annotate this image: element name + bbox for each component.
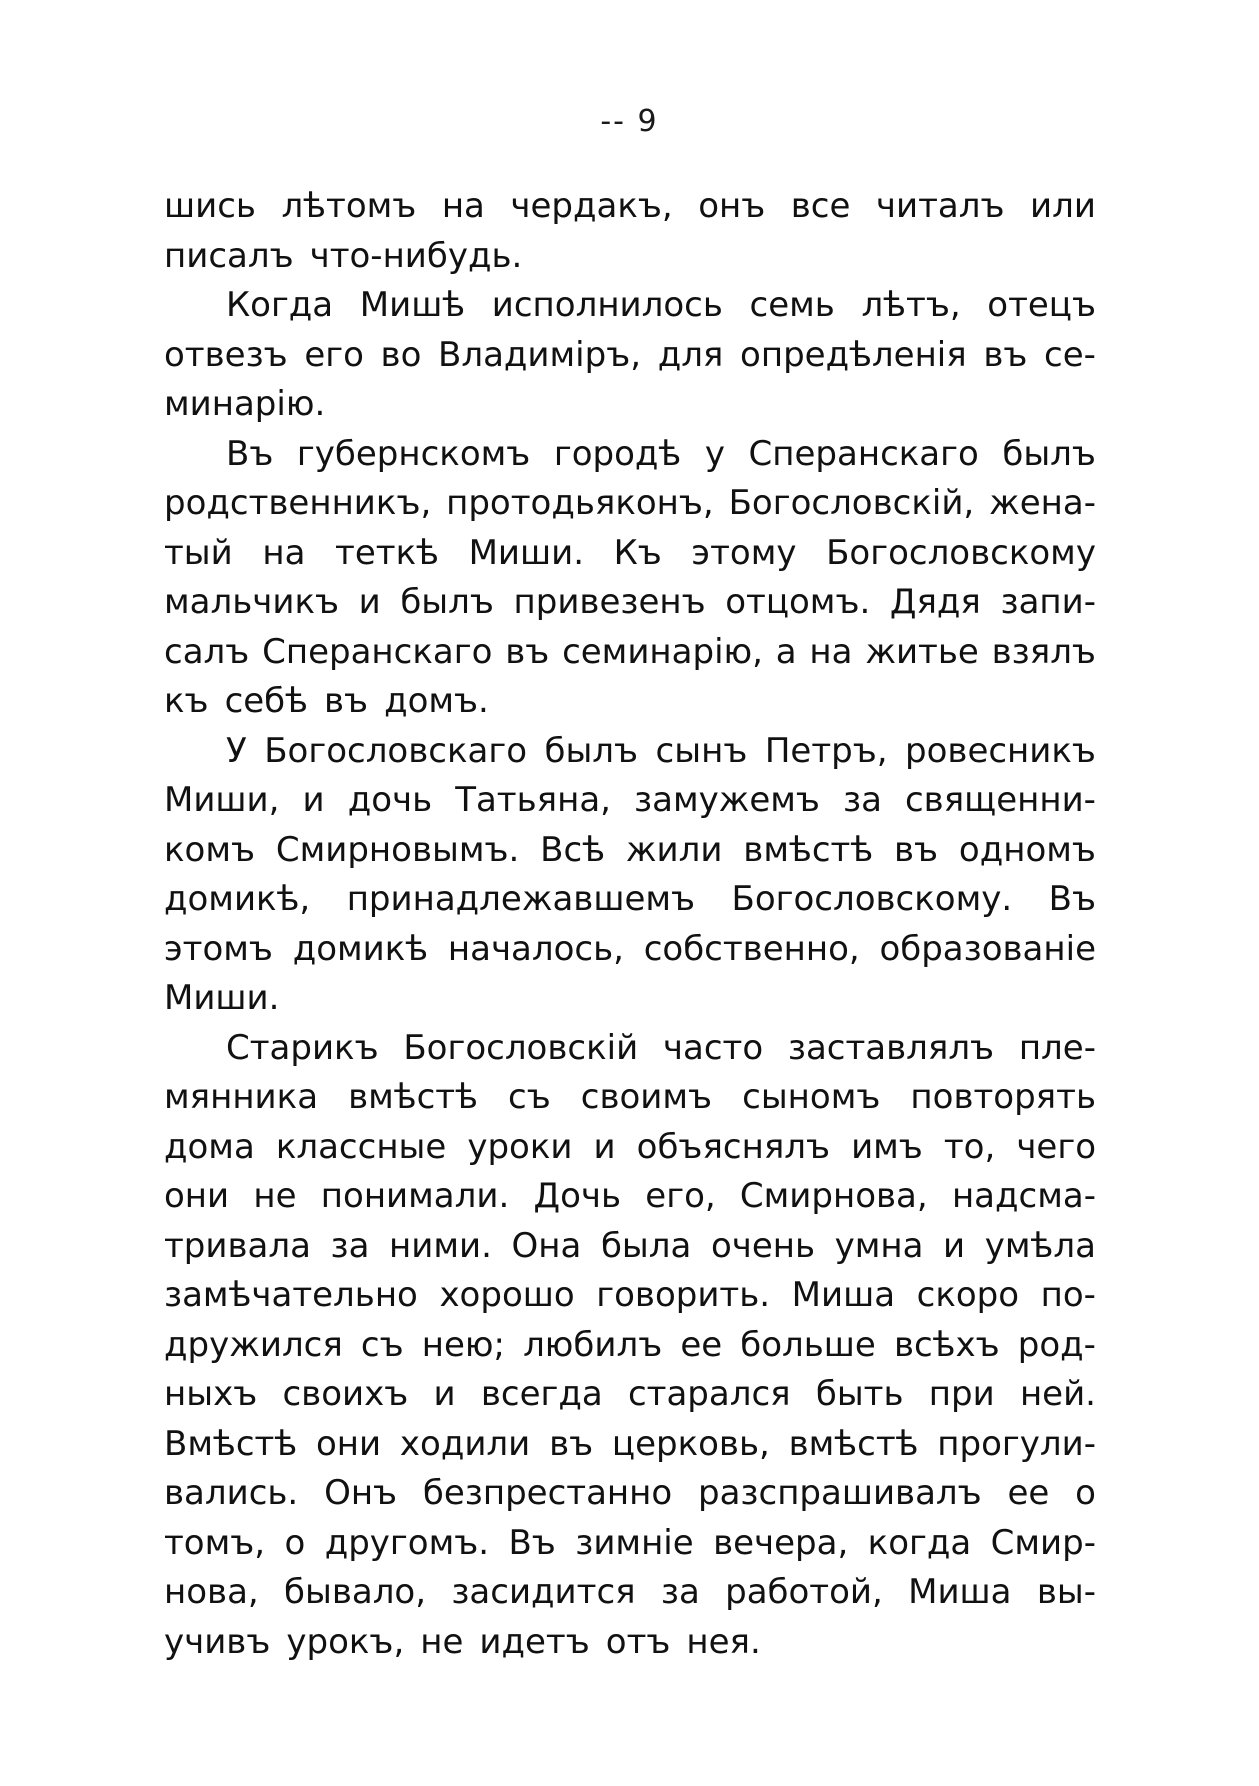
word: Онъ: [324, 1473, 398, 1513]
word: себѣ: [224, 681, 308, 721]
word: Въ: [1048, 879, 1096, 919]
word: ровесникъ: [905, 730, 1096, 771]
word: учивъ: [164, 1621, 271, 1662]
word: дочь: [347, 780, 433, 820]
word: Богословскiй: [403, 1027, 639, 1068]
word: отвезъ: [164, 334, 288, 375]
text-line: [164, 1618, 1096, 1668]
text-line: [164, 1123, 1096, 1173]
word: и: [433, 1374, 456, 1414]
word: Когда: [226, 285, 334, 325]
word: былъ: [544, 730, 639, 771]
word: нея.: [686, 1621, 761, 1662]
word: священни-: [904, 780, 1096, 820]
word: Владимiръ,: [438, 334, 642, 375]
word: заставлялъ: [787, 1027, 995, 1068]
word: чердакъ,: [510, 186, 673, 226]
text-line: [164, 1469, 1096, 1519]
word: идетъ: [479, 1621, 590, 1662]
word: за: [660, 1572, 700, 1612]
word: урокъ,: [286, 1621, 405, 1662]
text-line: [164, 578, 1096, 628]
word: старался: [627, 1374, 791, 1414]
text-line: [164, 1321, 1096, 1371]
word: мальчикъ: [164, 582, 339, 622]
word: ней.: [1019, 1374, 1096, 1414]
word: ее: [1007, 1473, 1050, 1513]
text-line: [164, 380, 1096, 430]
word: прогули-: [937, 1423, 1096, 1464]
word: замѣчательно: [164, 1275, 418, 1315]
word: надсма-: [951, 1176, 1096, 1216]
word: вмѣстѣ: [788, 1423, 919, 1464]
word: Дядя: [889, 582, 981, 622]
word: все: [790, 186, 851, 226]
word: Сперанскаго: [262, 631, 493, 672]
word: род-: [1017, 1324, 1096, 1365]
page-number: -- 9: [600, 104, 659, 139]
word: принадлежавшемъ: [346, 879, 696, 919]
word: то,: [943, 1126, 996, 1167]
word: опредѣленiя: [740, 334, 967, 375]
text-line: [164, 826, 1096, 876]
body-text: [164, 182, 1096, 1667]
word: Миши.: [164, 978, 280, 1018]
word: умѣла: [984, 1225, 1096, 1266]
text-line: [164, 1222, 1096, 1272]
word: была: [600, 1225, 692, 1266]
word: съ: [360, 1324, 404, 1365]
word: и: [943, 1225, 966, 1266]
word: Мишѣ: [359, 285, 466, 325]
word: былъ: [400, 582, 494, 622]
word: дружился: [164, 1324, 343, 1365]
word: читалъ: [875, 186, 1005, 226]
text-line: [164, 1172, 1096, 1222]
word: привезенъ: [513, 582, 706, 622]
word: Смир-: [990, 1522, 1096, 1563]
word: нова,: [164, 1572, 259, 1612]
word: или: [1030, 186, 1096, 226]
word: Вмѣстѣ: [164, 1423, 298, 1464]
word: житье: [865, 631, 979, 672]
text-line: [164, 727, 1096, 777]
word: уроки: [467, 1126, 573, 1167]
word: Всѣ: [540, 829, 606, 870]
word: у: [704, 433, 725, 474]
word: Къ: [613, 532, 662, 573]
text-line: [164, 331, 1096, 381]
word: Богословскому: [826, 532, 1096, 573]
word: отъ: [605, 1621, 671, 1662]
word: на: [262, 532, 306, 573]
word: губернскомъ: [296, 433, 531, 474]
word: ходили: [399, 1423, 531, 1464]
word: съ: [508, 1077, 551, 1117]
word: когда: [867, 1522, 972, 1563]
word: нею;: [421, 1324, 505, 1365]
word: классные: [275, 1126, 447, 1167]
text-line: [164, 479, 1096, 529]
word: Смирнова,: [739, 1176, 928, 1216]
word: собственно,: [643, 928, 860, 969]
word: въ: [549, 1423, 594, 1464]
word: не: [420, 1621, 464, 1662]
text-line: [164, 281, 1096, 331]
word: скоро: [916, 1275, 1020, 1315]
word: къ: [164, 681, 209, 721]
word: засидится: [451, 1572, 636, 1612]
word: запи-: [1000, 582, 1096, 622]
word: сынъ: [655, 730, 748, 771]
text-line: [164, 430, 1096, 480]
word: сыномъ: [742, 1077, 881, 1117]
word: не: [253, 1176, 297, 1216]
word: за: [843, 780, 882, 820]
word: домикѣ: [292, 928, 429, 969]
word: томъ,: [164, 1522, 266, 1563]
word: вы-: [1036, 1572, 1096, 1612]
word: Богословскаго: [264, 730, 527, 771]
word: по-: [1040, 1275, 1096, 1315]
word: родственникъ,: [164, 483, 432, 523]
word: се-: [1044, 334, 1096, 375]
word: минарiю.: [164, 384, 326, 424]
word: своихъ: [282, 1374, 409, 1414]
word: дома: [164, 1126, 255, 1167]
word: Въ: [226, 433, 274, 474]
word: и: [302, 780, 325, 820]
word: домъ.: [384, 681, 489, 721]
word: бывало,: [284, 1572, 427, 1612]
text-line: [164, 232, 1096, 282]
word: зимнiе: [575, 1522, 694, 1563]
word: они: [315, 1423, 382, 1464]
word: о: [284, 1522, 306, 1563]
word: Миши,: [164, 780, 280, 820]
text-line: [164, 1370, 1096, 1420]
word: вмѣстѣ: [743, 829, 874, 870]
text-line: [164, 1271, 1096, 1321]
word: они: [164, 1176, 230, 1216]
word: Миша: [791, 1275, 896, 1315]
word: городѣ: [553, 433, 682, 474]
text-line: [164, 529, 1096, 579]
word: теткѣ: [335, 532, 439, 573]
word: разспрашивалъ: [698, 1473, 982, 1513]
word: всѣхъ: [893, 1324, 1000, 1365]
word: Татьяна,: [455, 780, 611, 820]
text-line: [164, 1024, 1096, 1074]
word: писалъ: [164, 235, 294, 276]
word: повторять: [910, 1077, 1096, 1117]
word: салъ: [164, 631, 250, 672]
word: и: [593, 1126, 616, 1167]
word: исполнилось: [491, 285, 723, 325]
text-line: [164, 1568, 1096, 1618]
text-line: [164, 628, 1096, 678]
word: его,: [645, 1176, 716, 1216]
word: Въ: [508, 1522, 556, 1563]
word: вмѣстѣ: [348, 1077, 478, 1117]
word: мянника: [164, 1077, 319, 1117]
text-line: [164, 182, 1096, 232]
word: чего: [1016, 1126, 1096, 1167]
word: этомъ: [164, 928, 273, 969]
word: отецъ: [987, 285, 1096, 325]
word: для: [657, 334, 724, 375]
text-line: [164, 875, 1096, 925]
word: Сперанскаго: [748, 433, 979, 474]
word: одномъ: [958, 829, 1096, 870]
word: всегда: [480, 1374, 603, 1414]
word: говорить.: [596, 1275, 771, 1315]
word: тый: [164, 532, 233, 573]
word: шись: [164, 186, 256, 226]
word: часто: [662, 1027, 764, 1068]
word: жили: [625, 829, 723, 870]
word: онъ: [698, 186, 766, 226]
word: Миши.: [468, 532, 585, 573]
word: его: [304, 334, 364, 375]
word: ее: [680, 1324, 723, 1365]
word: протодьяконъ,: [446, 483, 714, 523]
word: замужемъ: [634, 780, 820, 820]
word: У: [226, 730, 247, 771]
word: жена-: [989, 483, 1096, 523]
word: во: [380, 334, 422, 375]
word: Старикъ: [226, 1027, 379, 1068]
word: Петръ,: [764, 730, 888, 771]
word: Богословскiй,: [728, 483, 975, 523]
word: Смирновымъ.: [275, 829, 520, 870]
word: семь: [749, 285, 835, 325]
word: въ: [324, 681, 369, 721]
word: вечера,: [713, 1522, 849, 1563]
word: лѣтъ,: [861, 285, 961, 325]
word: своимъ: [580, 1077, 713, 1117]
word: вались.: [164, 1473, 299, 1513]
word: лѣтомъ: [281, 186, 417, 226]
text-line: [164, 1073, 1096, 1123]
word: а: [775, 631, 797, 672]
text-line: [164, 776, 1096, 826]
text-line: [164, 974, 1096, 1024]
word: и: [358, 582, 381, 622]
word: имъ: [851, 1126, 923, 1167]
word: взялъ: [991, 631, 1096, 672]
word: за: [330, 1225, 370, 1266]
word: что-нибудь.: [309, 235, 523, 276]
word: хорошо: [439, 1275, 575, 1315]
word: больше: [740, 1324, 876, 1365]
word: церковь,: [611, 1423, 770, 1464]
word: образованiе: [879, 928, 1096, 969]
text-line: [164, 1519, 1096, 1569]
word: очень: [710, 1225, 816, 1266]
word: комъ: [164, 829, 256, 870]
word: въ: [505, 631, 550, 672]
word: въ: [983, 334, 1028, 375]
text-line: [164, 677, 1096, 727]
word: тривала: [164, 1225, 311, 1266]
word: на: [809, 631, 853, 672]
word: умна: [834, 1225, 924, 1266]
word: былъ: [1002, 433, 1096, 474]
word: Миша: [908, 1572, 1012, 1612]
word: началось,: [447, 928, 624, 969]
word: Богословскому.: [731, 879, 1013, 919]
word: Она: [511, 1225, 582, 1266]
word: понимали.: [320, 1176, 510, 1216]
word: этому: [691, 532, 797, 573]
text-line: [164, 1420, 1096, 1470]
word: другомъ.: [324, 1522, 490, 1563]
word: быть: [815, 1374, 904, 1414]
text-line: [164, 925, 1096, 975]
word: семинарiю,: [562, 631, 763, 672]
word: на: [441, 186, 485, 226]
word: ныхъ: [164, 1374, 258, 1414]
word: о: [1075, 1473, 1096, 1513]
word: объяснялъ: [636, 1126, 831, 1167]
word: въ: [894, 829, 939, 870]
word: ними.: [389, 1225, 492, 1266]
word: работой,: [725, 1572, 883, 1612]
word: Дочь: [533, 1176, 622, 1216]
word: отцомъ.: [725, 582, 871, 622]
word: домикѣ,: [164, 879, 311, 919]
word: любилъ: [523, 1324, 663, 1365]
word: безпрестанно: [422, 1473, 673, 1513]
word: при: [928, 1374, 995, 1414]
word: пле-: [1018, 1027, 1096, 1068]
